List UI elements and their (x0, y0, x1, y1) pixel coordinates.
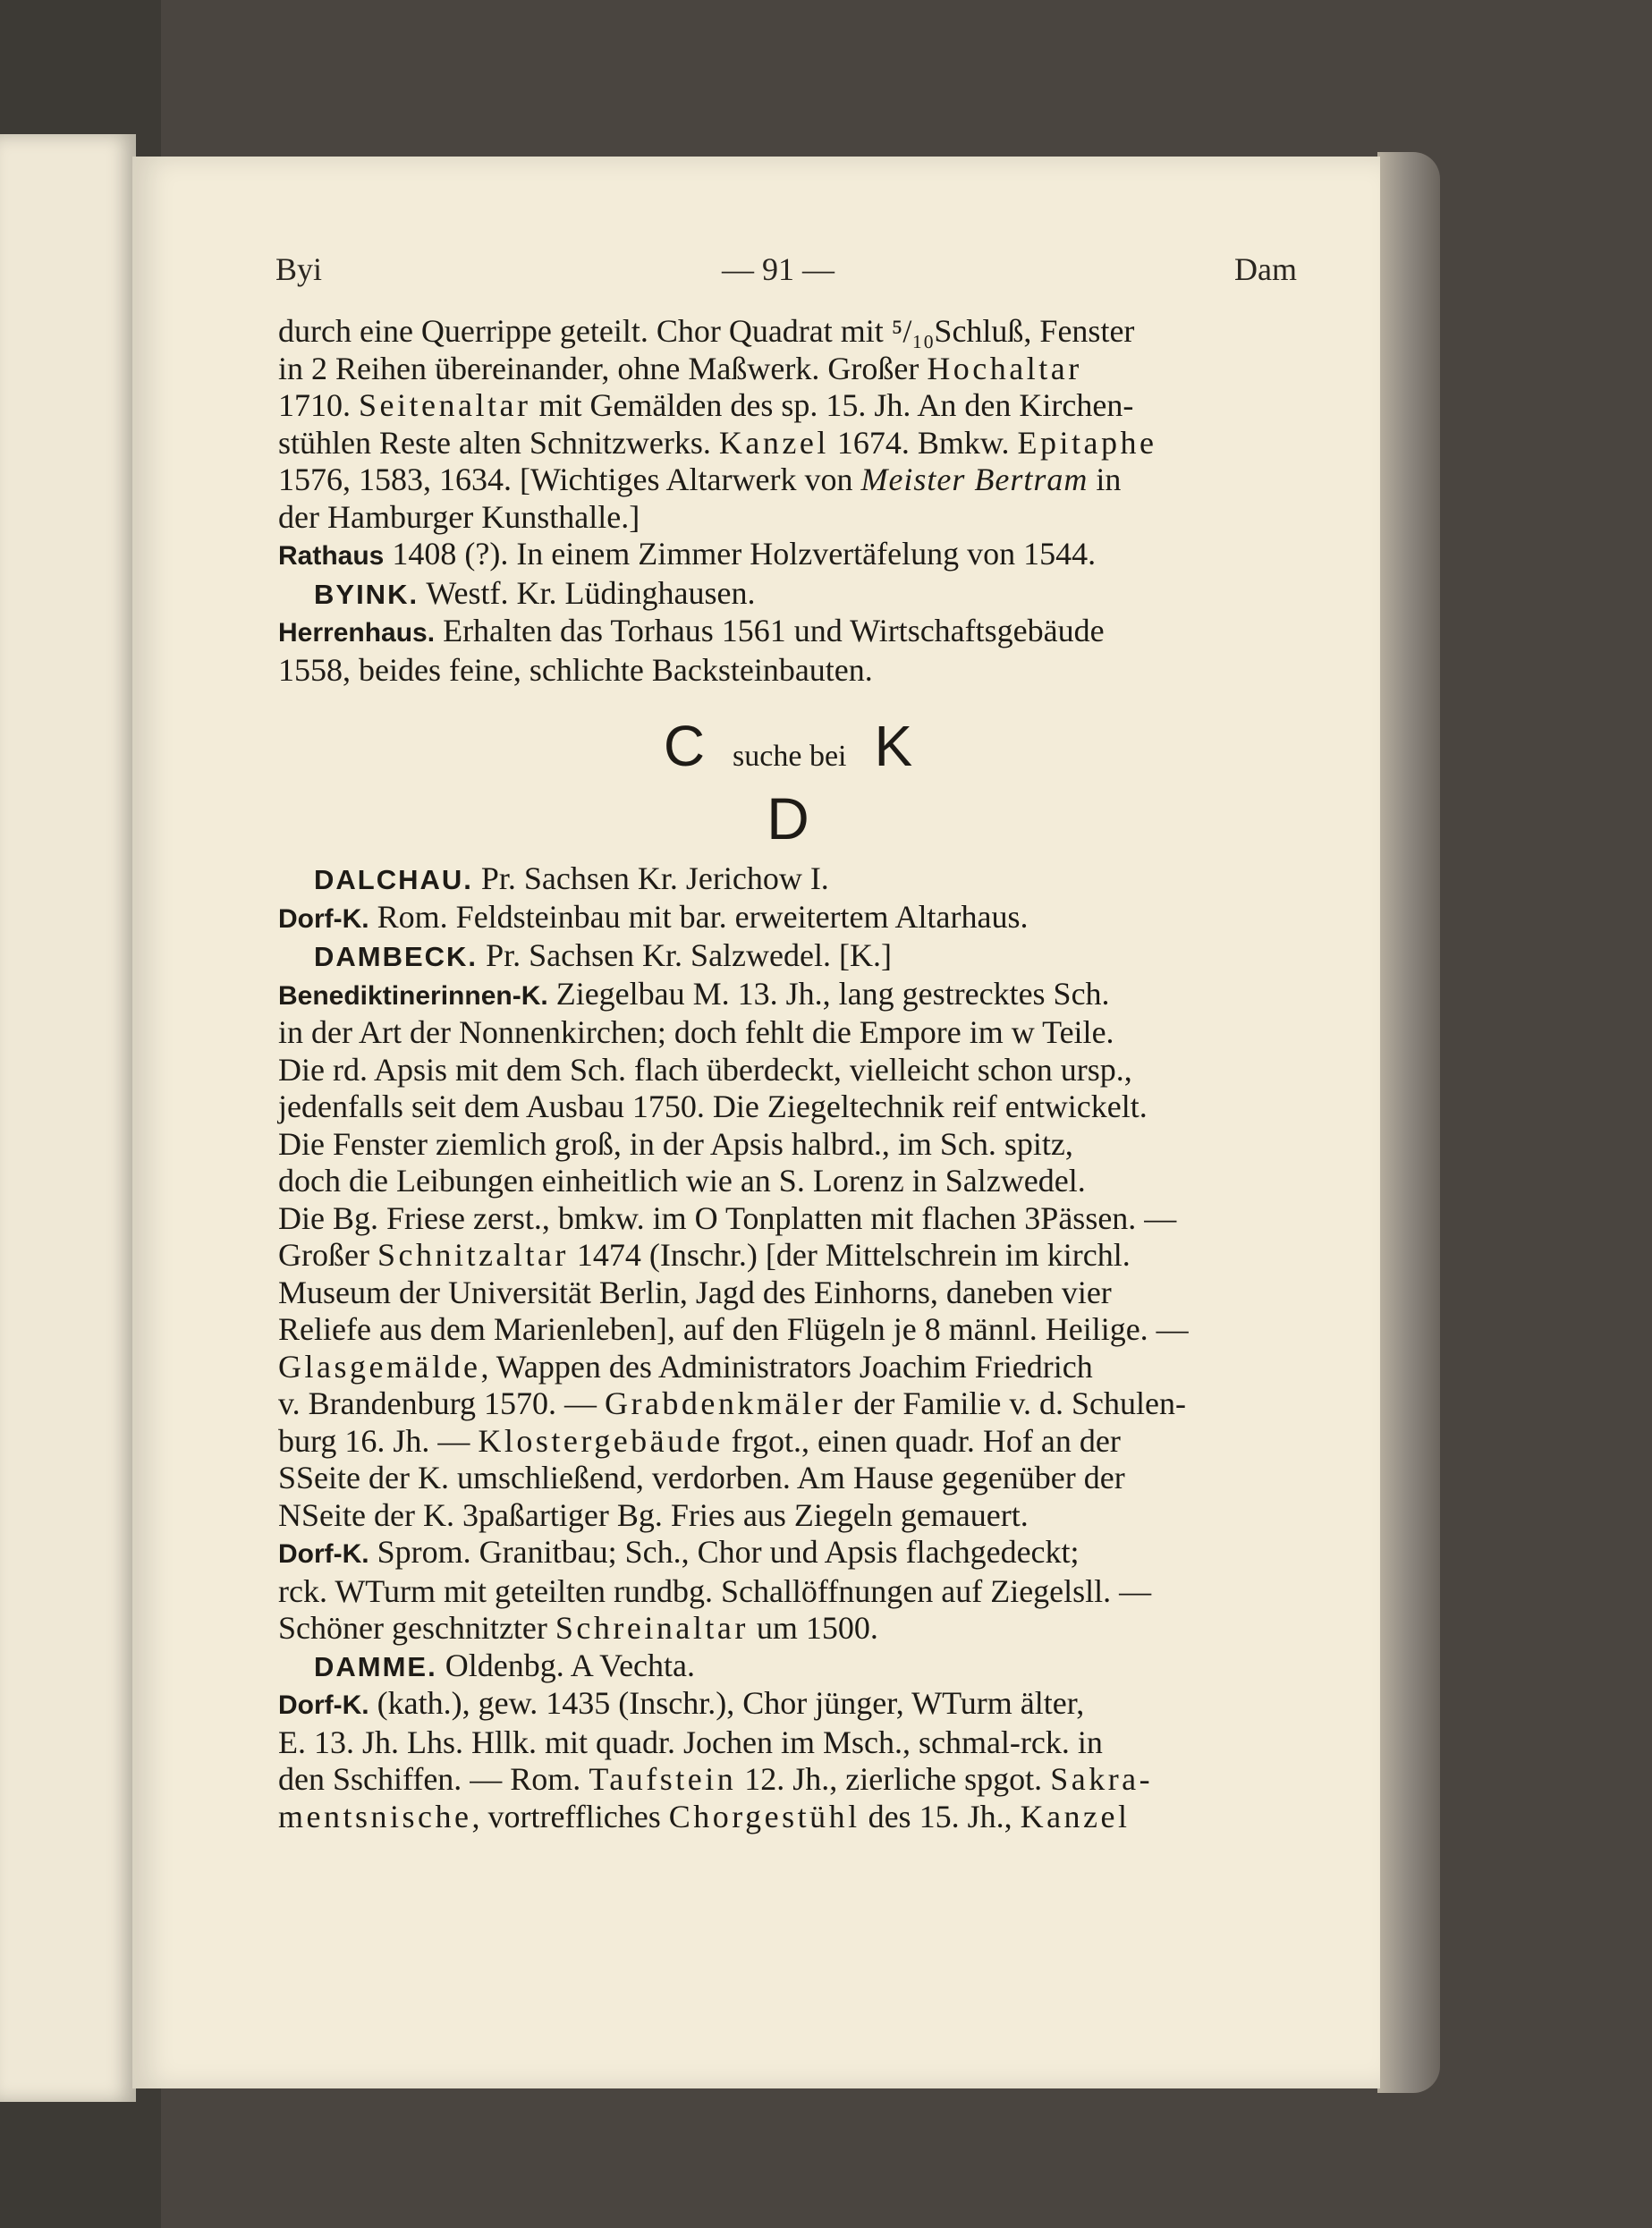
place-name: BYINK. (314, 578, 419, 610)
object-term: Kanzel (718, 424, 829, 461)
building-label: Benediktinerinnen-K. (278, 980, 548, 1011)
line: DAMME. Oldenbg. A Vechta. (314, 1647, 696, 1683)
letter-from: C (663, 714, 706, 778)
place-name: DAMBECK. (314, 941, 479, 972)
line: den Sschiffen. — Rom. Taufstein 12. Jh., zierliche spgot. Sakra- (278, 1761, 1154, 1797)
section-letter: D (767, 784, 809, 851)
line: Die rd. Apsis mit dem Sch. flach überdeckt, vielleicht schon ursp., (278, 1051, 1132, 1088)
line: Museum der Universität Berlin, Jagd des Einhorns, daneben vier (278, 1274, 1112, 1310)
building-label: Dorf-K. (278, 903, 369, 934)
line: jedenfalls seit dem Ausbau 1750. Die Ziegeltechnik reif entwickelt. (278, 1089, 1148, 1124)
line: Glasgemälde, Wappen des Administrators Joachim Friedrich (278, 1348, 1093, 1385)
building-label: Herrenhaus. (278, 618, 436, 648)
line: Dorf-K. Rom. Feldsteinbau mit bar. erweitertem Altarhaus. (278, 898, 1029, 935)
object-term: Chorgestühl (668, 1798, 860, 1834)
line: Schöner geschnitzter Schreinaltar um 1500. (278, 1610, 878, 1646)
line: SSeite der K. umschließend, verdorben. Am Hause gegenüber der (278, 1460, 1125, 1495)
cross-reference (278, 714, 1298, 778)
header-right: Dam (1234, 251, 1297, 287)
line: 1558, beides feine, schlichte Backsteinbauten. (278, 651, 873, 688)
line: Die Fenster ziemlich groß, in der Apsis halbrd., im Sch. spitz, (278, 1125, 1073, 1162)
line: stühlen Reste alten Schnitzwerks. Kanzel 1674. Bmkw. Epitaphe (278, 424, 1157, 461)
line: DAMBECK. Pr. Sachsen Kr. Salzwedel. [K.] (314, 937, 892, 973)
line: v. Brandenburg 1570. — Grabdenkmäler der Familie v. d. Schulen- (278, 1385, 1186, 1421)
object-term: Hochaltar (927, 350, 1082, 386)
page-number: — 91 — (722, 251, 835, 287)
line: NSeite der K. 3paßartiger Bg. Fries aus Ziegeln gemauert. (278, 1496, 1029, 1533)
line: 1710. Seitenaltar mit Gemälden des sp. 15. Jh. An den Kirchen- (278, 387, 1134, 423)
object-term: Kanzel (1020, 1798, 1131, 1834)
line: Rathaus 1408 (?). In einem Zimmer Holzvertäfelung von 1544. (278, 536, 1097, 572)
place-name: DAMME. (314, 1650, 437, 1682)
line: Dorf-K. Sprom. Granitbau; Sch., Chor und Apsis flachgedeckt; (278, 1534, 1080, 1570)
object-term: Sakra- (1050, 1761, 1154, 1797)
line: durch eine Querrippe geteilt. Chor Quadrat mit ⁵/₁₀Schluß, Fenster (278, 313, 1135, 349)
place-name: DALCHAU. (314, 864, 473, 895)
book-page (132, 157, 1380, 2088)
line: in 2 Reihen übereinander, ohne Maßwerk. Großer Hochaltar (278, 350, 1082, 386)
object-term: Grabdenkmäler (604, 1385, 846, 1421)
page-body (278, 313, 1298, 1835)
object-term: Schnitzaltar (377, 1237, 569, 1273)
building-label: Dorf-K. (278, 1690, 369, 1720)
object-term: Glasgemälde (278, 1348, 481, 1385)
line: doch die Leibungen einheitlich wie an S. Lorenz in Salzwedel. (278, 1163, 1086, 1199)
line: Reliefe aus dem Marienleben], auf den Flügeln je 8 männl. Heilige. — (278, 1311, 1189, 1347)
object-term: Taufstein (589, 1761, 737, 1797)
line: BYINK. Westf. Kr. Lüdinghausen. (314, 574, 756, 611)
artist-name: Meister Bertram (860, 462, 1089, 497)
object-term: Seitenaltar (359, 387, 531, 423)
line: E. 13. Jh. Lhs. Hllk. mit quadr. Jochen im Msch., schmal-rck. in (278, 1724, 1103, 1760)
object-term: mentsnische (278, 1798, 472, 1834)
building-label: Rathaus (278, 541, 385, 571)
object-term: Schreinaltar (555, 1610, 749, 1646)
header-left: Byi (275, 251, 323, 287)
line: Benediktinerinnen-K. Ziegelbau M. 13. Jh., lang gestrecktes Sch. (278, 975, 1110, 1012)
line: Die Bg. Friese zerst., bmkw. im O Tonplatten mit flachen 3Pässen. — (278, 1199, 1177, 1236)
line: mentsnische, vortreffliches Chorgestühl des 15. Jh., Kanzel (278, 1798, 1131, 1834)
page-edges (1377, 152, 1440, 2093)
line: Herrenhaus. Erhalten das Torhaus 1561 und Wirtschaftsgebäude (278, 613, 1105, 648)
crossref-text: suche bei (733, 740, 847, 773)
line: burg 16. Jh. — Klostergebäude frgot., einen quadr. Hof an der (278, 1422, 1121, 1459)
line: 1576, 1583, 1634. [Wichtiges Altarwerk von Meister Bertram in (278, 462, 1122, 497)
running-header (275, 250, 1297, 288)
object-term: Klostergebäude (478, 1422, 724, 1459)
line: rck. WTurm mit geteilten rundbg. Schallöffnungen auf Ziegelsll. — (278, 1572, 1152, 1609)
line: der Hamburger Kunsthalle.] (278, 498, 640, 535)
line: in der Art der Nonnenkirchen; doch fehlt die Empore im w Teile. (278, 1014, 1114, 1050)
facing-page (0, 134, 136, 2102)
line: Dorf-K. (kath.), gew. 1435 (Inschr.), Chor jünger, WTurm älter, (278, 1685, 1085, 1721)
line: Großer Schnitzaltar 1474 (Inschr.) [der Mittelschrein im kirchl. (278, 1237, 1131, 1273)
object-term: Epitaphe (1017, 424, 1157, 461)
building-label: Dorf-K. (278, 1539, 369, 1569)
line: DALCHAU. Pr. Sachsen Kr. Jerichow I. (314, 860, 829, 896)
letter-to: K (874, 714, 913, 778)
